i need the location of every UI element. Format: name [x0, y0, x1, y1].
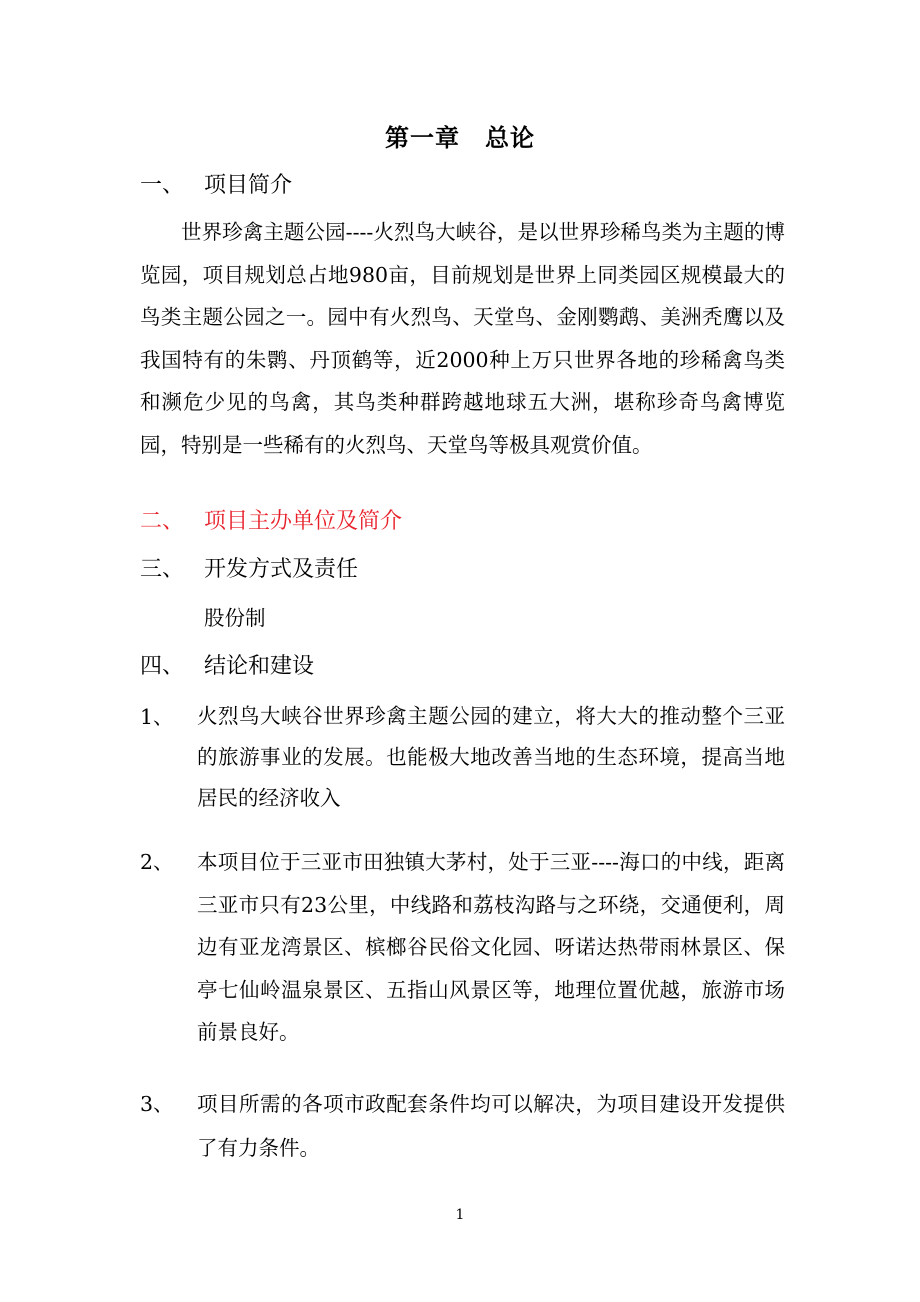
- development-method: 股份制: [204, 606, 266, 630]
- intro-paragraph: 世界珍禽主题公园----火烈鸟大峡谷，是以世界珍稀鸟类为主题的博览园，项目规划总占地980亩，目前规划是世界上同类园区规模最大的鸟类主题公园之一。园中有火烈鸟、天堂鸟、金刚鹦鹉、美洲秃鹰以及我国特有的朱鹮、丹顶鹤等，近2000种上万只世界各地的珍稀禽鸟类和濒危少见的鸟禽，其鸟类种群跨越地球五大洲，堪称珍奇鸟禽博览园，特别是一些稀有的火烈鸟、天堂鸟等极具观赏价值。: [140, 220, 785, 457]
- conclusion-number: 1、: [140, 705, 174, 729]
- section-number: 四、: [140, 654, 185, 679]
- section-title: 项目简介: [204, 173, 293, 198]
- chapter-title: 第一章 总论: [385, 123, 535, 152]
- section-number: 三、: [140, 557, 185, 582]
- conclusion-text: 火烈鸟大峡谷世界珍禽主题公园的建立，将大大的推动整个三亚的旅游事业的发展。也能极大地改善当地的生态环境，提高当地居民的经济收入: [197, 704, 785, 810]
- conclusion-text: 本项目位于三亚市田独镇大茅村，处于三亚----海口的中线，距离三亚市只有23公里，中线路和荔枝沟路与之环绕，交通便利，周边有亚龙湾景区、槟榔谷民俗文化园、呀诺达热带雨林景区、保亭七仙岭温泉景区、五指山风景区等，地理位置优越，旅游市场前景良好。: [197, 850, 785, 1045]
- section-title: 项目主办单位及简介: [204, 509, 403, 534]
- section-heading-2: [140, 506, 402, 538]
- section-title: 结论和建设: [204, 654, 315, 679]
- section-number: 一、: [140, 173, 185, 198]
- section-heading-1: [140, 170, 292, 202]
- page-number: 1: [455, 1207, 465, 1223]
- conclusion-number: 2、: [140, 850, 174, 874]
- section-title: 开发方式及责任: [204, 557, 359, 582]
- section-heading-3: [140, 554, 358, 586]
- section-number: 二、: [140, 509, 185, 534]
- section-heading-4: [140, 651, 314, 683]
- conclusion-text: 项目所需的各项市政配套条件均可以解决，为项目建设开发提供了有力条件。: [197, 1092, 785, 1160]
- conclusion-number: 3、: [140, 1092, 174, 1116]
